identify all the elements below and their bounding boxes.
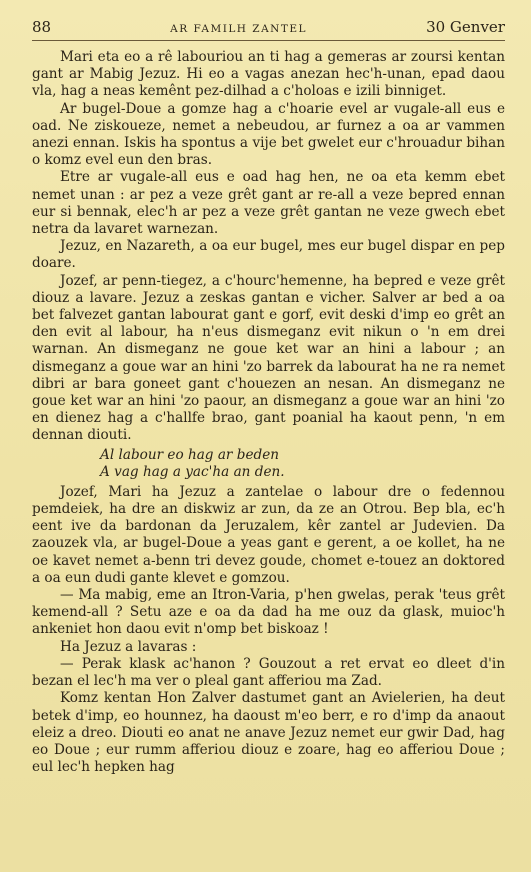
paragraph: Ar bugel-Doue a gomze hag a c'hoarie evel ar vugale-all eus e oad. Ne ziskoueze, nemet a nebeudou, ar furnez a oa ar vammen anezi ennan. Iskis ha spontus a vije bet gwelet eur c'hrouadur bihan o komz evel eun den bras. [32, 100, 505, 169]
paragraph: Jezuz, en Nazareth, a oa eur bugel, mes eur bugel dispar en pep doare. [32, 238, 505, 272]
page-header [32, 18, 505, 41]
paragraph: Mari eta eo a rê labouriou an ti hag a gemeras ar zoursi kentan gant ar Mabig Jezuz. Hi eo a vagas anezan hec'h-unan, epad daou vla, hag a neas kemênt pez-dilhad a c'holoas e izili binniget. [32, 49, 505, 100]
verse-line: Al labour eo hag ar beden [100, 446, 280, 463]
paragraph: Ha Jezuz a lavaras : [60, 638, 197, 655]
verse-couplet [32, 447, 505, 482]
paragraph: Jozef, Mari ha Jezuz a zantelae o labour dre o fedennou pemdeiek, ha dre an diskwiz ar zun, da ze an Otrou. Bep bla, ec'h eent ive da bardonan da Jeruzalem, kêr zantel ar Judevien. Da zaouzek vla, ar bugel-Doue a yeas gant e gerent, a oe kollet, ha ne oe kavet nemet a-benn tri devez goude, chomet e-touez an doktored a oa eun dudi gante klevet e gomzou. [32, 483, 505, 586]
paragraph: Jozef, ar penn-tiegez, a c'hourc'hemenne, ha bepred e veze grêt diouz a lavare. Jezuz a zeskas gantan e vicher. Salver ar bed a oa bet falvezet gantan labourat gant e gorf, evit deski d'imp eo grêt an den evit al labour, ha n'eus dismeganz evit nikun o 'n em drei warnan. An dismeganz ne goue ket war an hini a labour ; an dismeganz a goue war an hini 'zo barrek da labourat ha ne ra nemet dibri ar bara goneet gant c'houezen an nesan. An dismeganz ne goue ket war an hini 'zo paour, an dismeganz a goue war an hini 'zo en dienez hag a c'hallfe brao, gant poanial ha kaout penn, 'n em dennan diouti. [32, 272, 505, 444]
page-body [32, 49, 505, 776]
paragraph: — Perak klask ac'hanon ? Gouzout a ret ervat eo dleet d'in bezan el lec'h ma ver o pleal gant afferiou ma Zad. [32, 655, 505, 690]
paragraph: — Ma mabig, eme an Itron-Varia, p'hen gwelas, perak 'teus grêt kemend-all ? Setu aze e oa da dad ha me ouz da glask, muioc'h ankeniet hon daou evit n'omp bet biskoaz ! [32, 587, 505, 638]
page-number: 88 [32, 18, 52, 36]
running-title: AR FAMILH ZANTEL [170, 23, 308, 35]
verse-line: A vag hag a yac'ha an den. [100, 464, 285, 481]
paragraph: Komz kentan Hon Zalver dastumet gant an Avielerien, ha deut betek d'imp, eo hounnez, ha daoust m'eo berr, e ro d'imp da anaout eleiz a dreo. Diouti eo anat ne anave Jezuz nemet eur gwir Dad, hag eo Doue ; eur rumm afferiou diouz e zoare, hag eo afferiou Doue ; eul lec'h hepken hag [32, 690, 505, 776]
header-date: 30 Genver [426, 18, 505, 36]
paragraph: Etre ar vugale-all eus e oad hag hen, ne oa eta kemm ebet nemet unan : ar pez a veze grêt gant ar re-all a veze bepred ennan eur si bennak, elec'h ar pez a veze grêt gantan ne veze gwech ebet netra da lavaret warnezan. [32, 169, 505, 238]
